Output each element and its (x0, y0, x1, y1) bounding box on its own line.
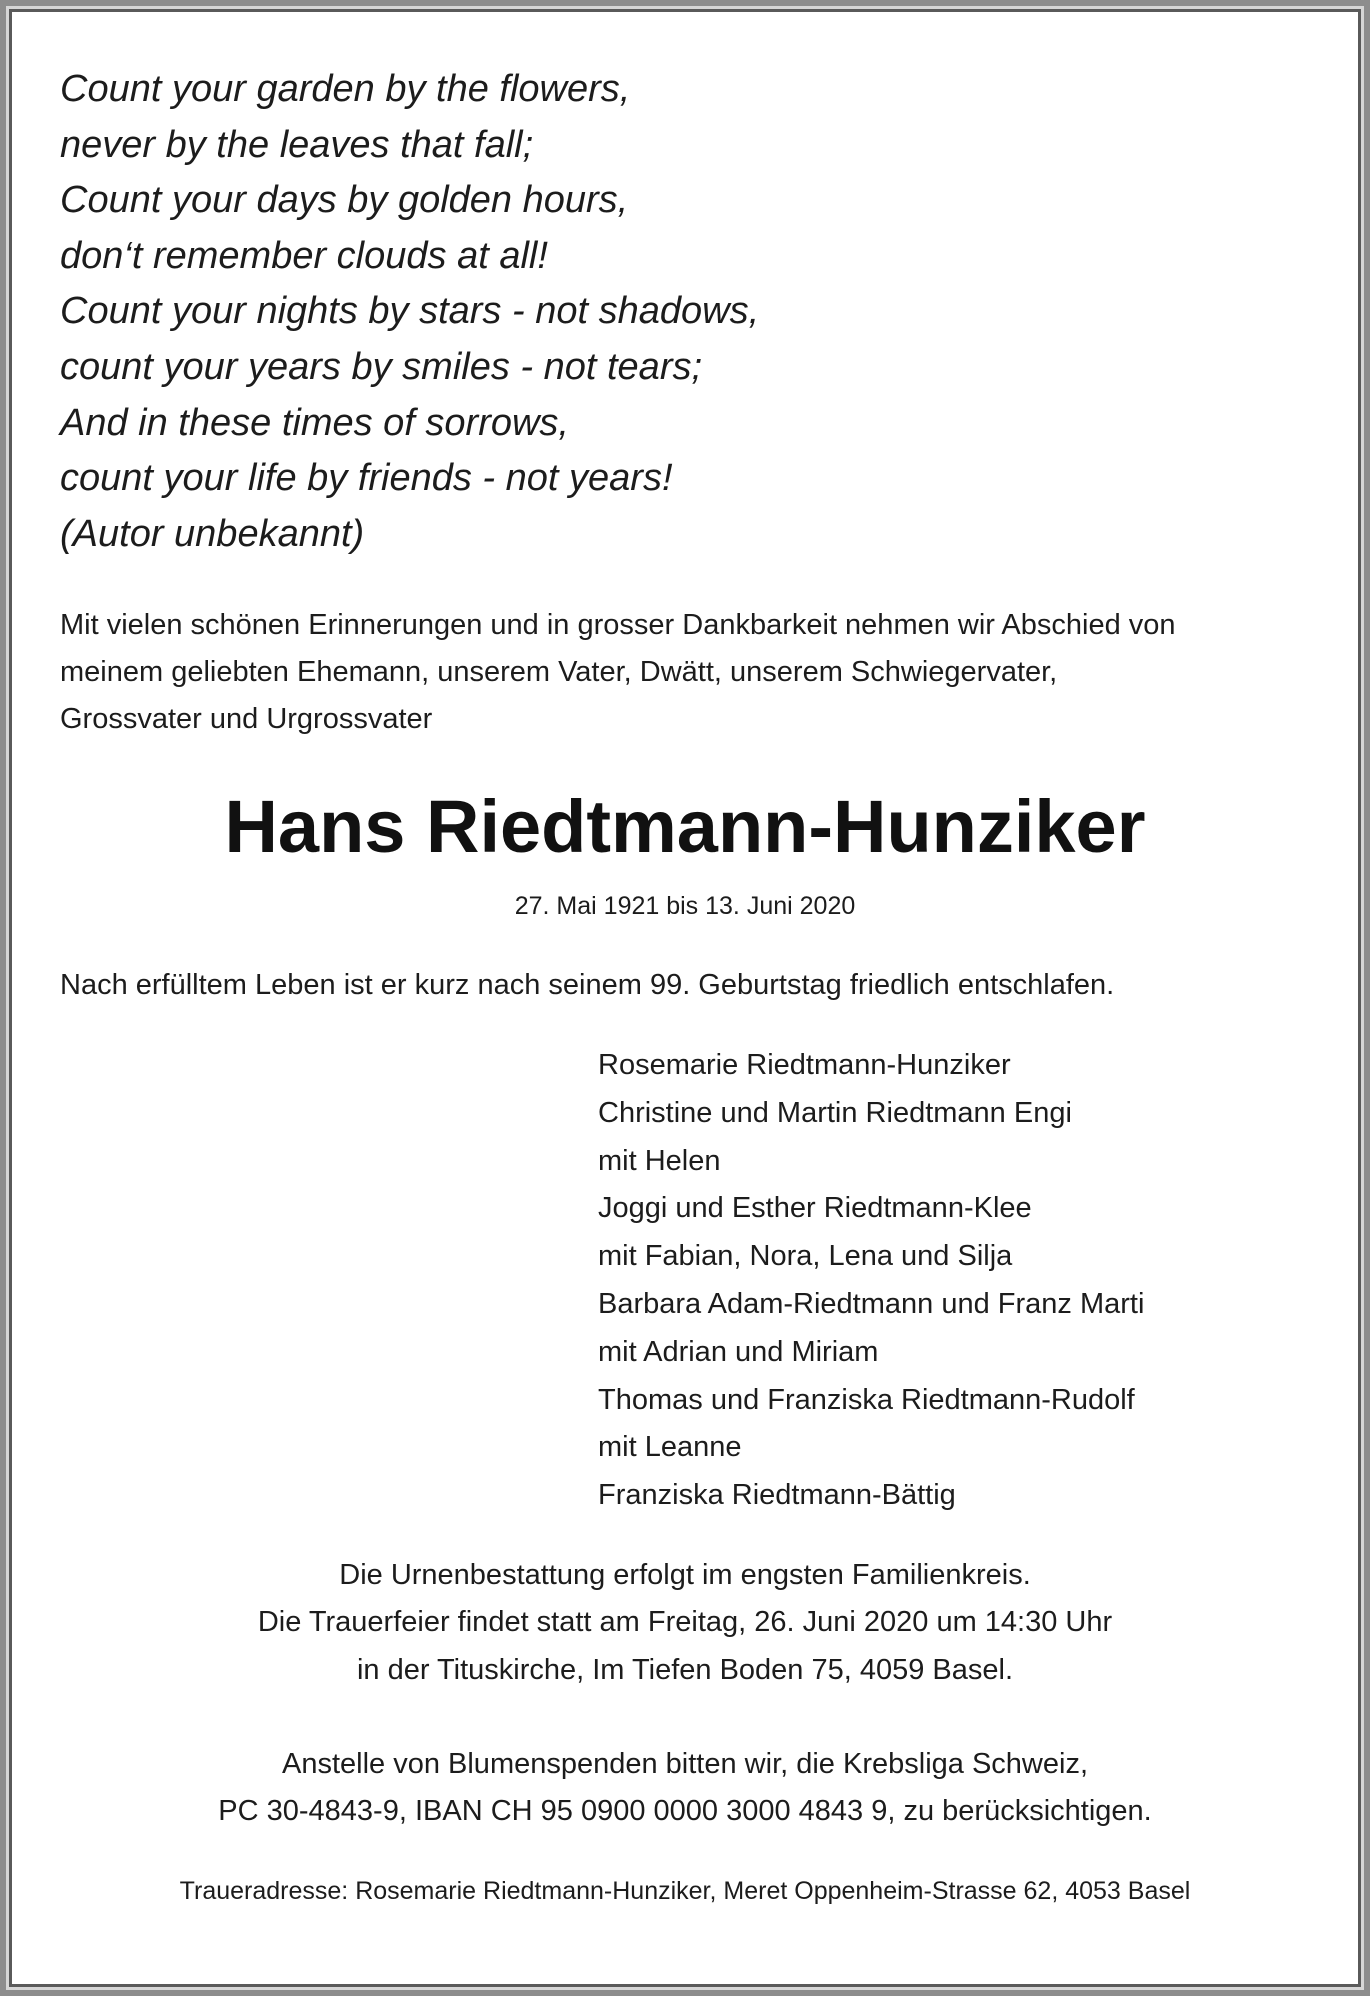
poem-line: never by the leaves that fall; (60, 123, 534, 166)
mourner-line: Franziska Riedtmann-Bättig (598, 1479, 956, 1512)
intro-line: Grossvater und Urgrossvater (60, 703, 433, 735)
mourner-line: mit Leanne (598, 1431, 742, 1464)
intro-paragraph (60, 602, 1300, 743)
poem-line: Count your garden by the flowers, (60, 68, 631, 110)
statement: Nach erfülltem Leben ist er kurz nach seinem 99. Geburtstag friedlich entschlafen. (60, 969, 1115, 1001)
funeral-line: Die Trauerfeier findet statt am Freitag, 26. Juni 2020 um 14:30 Uhr (257, 1606, 1113, 1639)
mourner-line: Barbara Adam-Riedtmann und Franz Marti (598, 1287, 1145, 1320)
mourner-line: mit Adrian und Miriam (598, 1335, 879, 1368)
donation-line: Anstelle von Blumenspenden bitten wir, die Krebsliga Schweiz, (281, 1748, 1088, 1780)
mourner-line: Christine und Martin Riedtmann Engi (598, 1096, 1072, 1129)
life-dates: 27. Mai 1921 bis 13. Juni 2020 (514, 892, 856, 920)
poem-line: don‘t remember clouds at all! (60, 234, 548, 277)
poem-attribution: (Autor unbekannt) (60, 512, 365, 555)
poem-line: count your life by friends - not years! (60, 457, 673, 500)
deceased-name: Hans Riedtmann-Hunziker (224, 785, 1146, 868)
intro-line: Mit vielen schönen Erinnerungen und in grosser Dankbarkeit nehmen wir Abschied von (60, 609, 1176, 641)
funeral-line: Die Urnenbestattung erfolgt im engsten Familienkreis. (339, 1559, 1031, 1591)
funeral-line: in der Tituskirche, Im Tiefen Boden 75, 4059 Basel. (356, 1653, 1014, 1686)
donation-info (0, 1741, 1370, 1836)
mourners-list (598, 1042, 1144, 1520)
intro-line: meinem geliebten Ehemann, unserem Vater, Dwätt, unserem Schwiegervater, (60, 656, 1058, 688)
mourner-line: mit Fabian, Nora, Lena und Silja (598, 1240, 1013, 1273)
poem-line: And in these times of sorrows, (60, 401, 569, 444)
poem-line: Count your nights by stars - not shadows, (60, 290, 760, 333)
mourner-line: Joggi und Esther Riedtmann-Klee (598, 1192, 1032, 1225)
donation-line: PC 30-4843-9, IBAN CH 95 0900 0000 3000 4843 9, zu berücksichtigen. (218, 1795, 1152, 1828)
mourner-line: Thomas und Franziska Riedtmann-Rudolf (598, 1383, 1135, 1416)
poem (60, 62, 759, 562)
mourning-address: Traueradresse: Rosemarie Riedtmann-Hunziker, Meret Oppenheim-Strasse 62, 4053 Basel (179, 1877, 1191, 1905)
funeral-info (0, 1552, 1370, 1694)
poem-line: Count your days by golden hours, (60, 179, 629, 222)
poem-line: count your years by smiles - not tears; (60, 345, 703, 388)
mourner-line: mit Helen (598, 1144, 721, 1177)
mourner-line: Rosemarie Riedtmann-Hunziker (598, 1049, 1011, 1081)
